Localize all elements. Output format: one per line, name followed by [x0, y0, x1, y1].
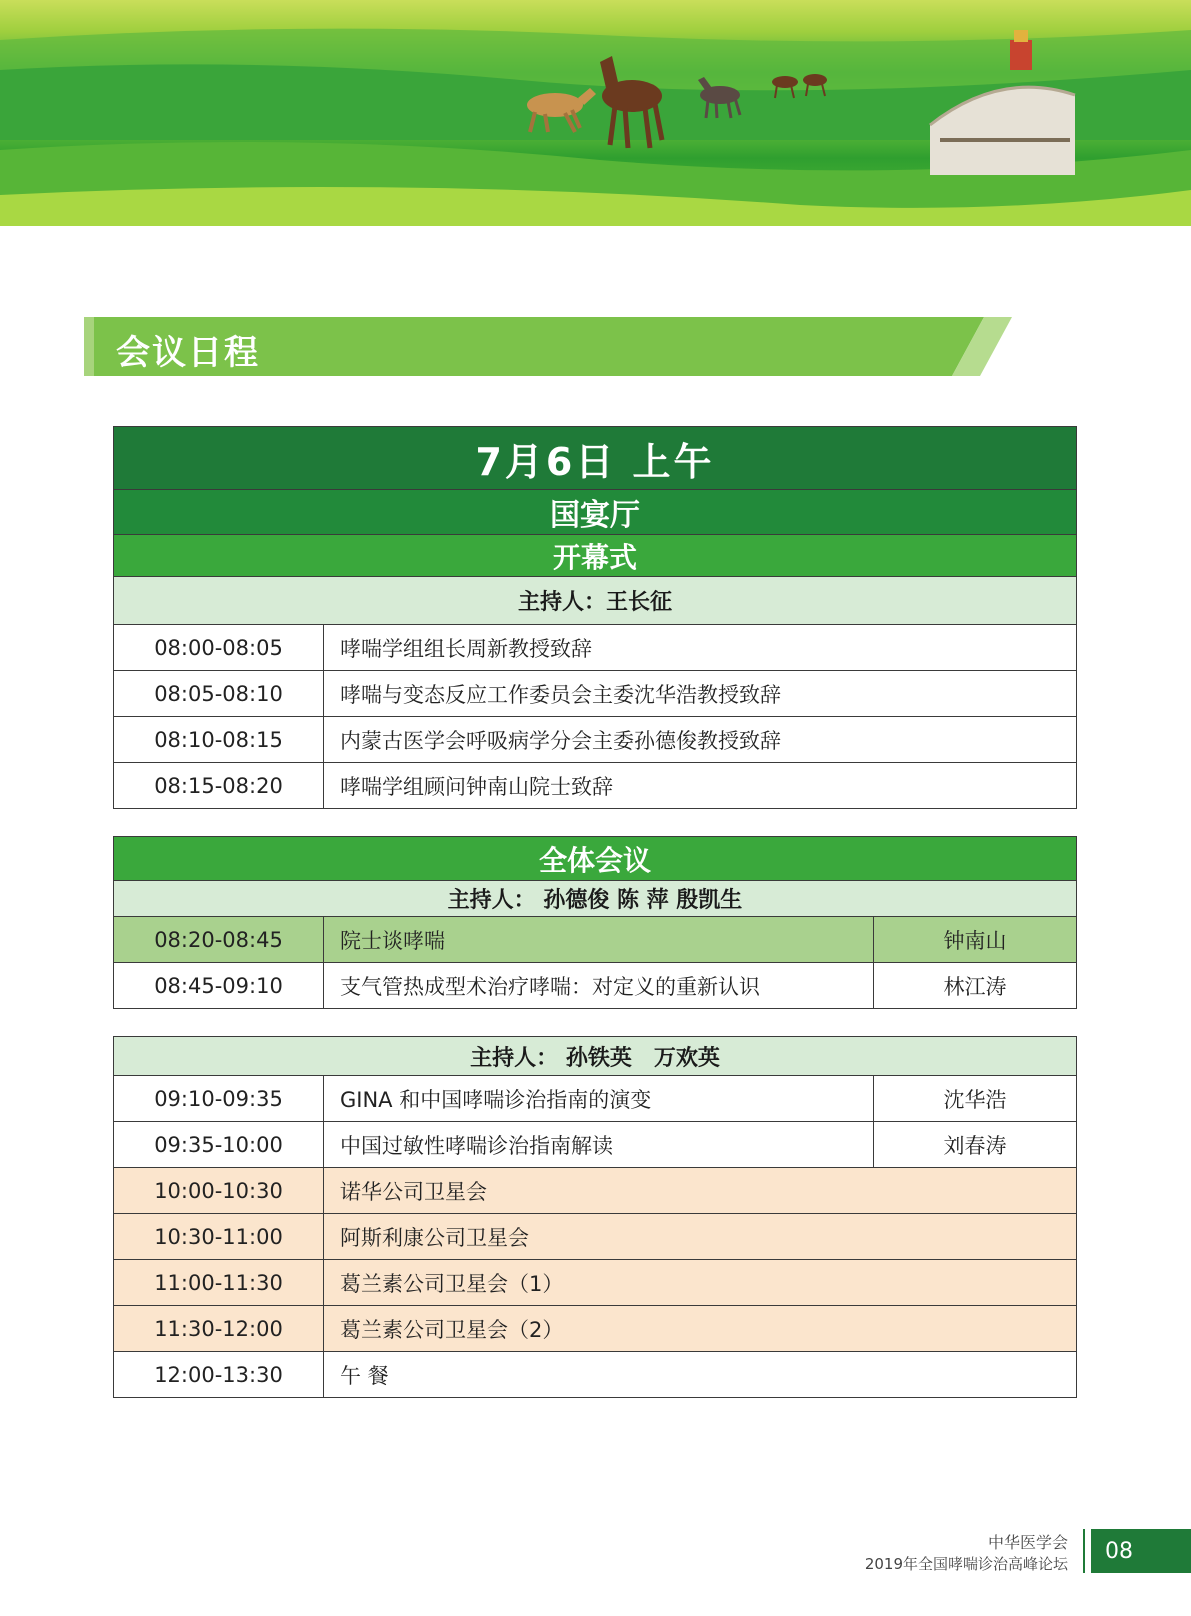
- time-cell: 09:35-10:00: [114, 1122, 324, 1167]
- time-cell: 12:00-13:30: [114, 1352, 324, 1397]
- table-row: [114, 762, 1076, 808]
- time-cell: 09:10-09:35: [114, 1076, 324, 1121]
- schedule-table-plenary: [113, 836, 1077, 1009]
- speaker-cell: 刘春涛: [943, 1133, 1007, 1158]
- header-banner-image: [0, 0, 1191, 226]
- speaker-cell: 林江涛: [943, 974, 1007, 999]
- table-row: [114, 1351, 1076, 1397]
- topic-cell: 午 餐: [340, 1363, 389, 1388]
- section-title: 会议日程: [116, 333, 260, 373]
- section-heading-bar: [84, 317, 1012, 376]
- table-row: [114, 916, 1076, 962]
- time-cell: 08:15-08:20: [114, 763, 324, 808]
- session-header: 全体会议: [114, 837, 1076, 880]
- table-row: [114, 1167, 1076, 1213]
- speaker-cell: 沈华浩: [943, 1087, 1007, 1112]
- topic-cell: 哮喘学组组长周新教授致辞: [340, 636, 592, 661]
- topic-cell: 诺华公司卫星会: [340, 1179, 487, 1204]
- topic-cell: 内蒙古医学会呼吸病学分会主委孙德俊教授致辞: [340, 728, 781, 753]
- schedule-table-opening: [113, 426, 1077, 809]
- table-row: [114, 624, 1076, 670]
- table-row: [114, 1121, 1076, 1167]
- table-row: [114, 1305, 1076, 1351]
- footer-divider: [1083, 1529, 1085, 1573]
- table-row: [114, 962, 1076, 1008]
- time-cell: 08:45-09:10: [114, 963, 324, 1008]
- date-header: 7月6日 上午: [114, 427, 1076, 489]
- time-cell: 11:30-12:00: [114, 1306, 324, 1351]
- table-row: [114, 1213, 1076, 1259]
- time-cell: 08:10-08:15: [114, 717, 324, 762]
- topic-cell: 哮喘与变态反应工作委员会主委沈华浩教授致辞: [340, 682, 781, 707]
- topic-cell: 阿斯利康公司卫星会: [340, 1225, 529, 1250]
- time-cell: 08:20-08:45: [114, 917, 324, 962]
- table-row: [114, 1259, 1076, 1305]
- schedule-table-morning: [113, 1036, 1077, 1398]
- topic-cell: 哮喘学组顾问钟南山院士致辞: [340, 774, 613, 799]
- host-row: 主持人：王长征: [114, 576, 1076, 624]
- time-cell: 08:05-08:10: [114, 671, 324, 716]
- host-row: 主持人： 孙德俊 陈 萍 殷凯生: [114, 880, 1076, 916]
- room-header: 国宴厅: [114, 489, 1076, 534]
- table-row: [114, 670, 1076, 716]
- topic-cell: GINA 和中国哮喘诊治指南的演变: [324, 1076, 874, 1121]
- table-row: [114, 1075, 1076, 1121]
- topic-cell: 院士谈哮喘: [324, 917, 874, 962]
- host-row: 主持人： 孙铁英 万欢英: [114, 1037, 1076, 1075]
- time-cell: 08:00-08:05: [114, 625, 324, 670]
- speaker-cell: 钟南山: [943, 928, 1007, 953]
- time-cell: 10:30-11:00: [114, 1214, 324, 1259]
- time-cell: 10:00-10:30: [114, 1168, 324, 1213]
- time-cell: 11:00-11:30: [114, 1260, 324, 1305]
- table-row: [114, 716, 1076, 762]
- footer-organization: 中华医学会: [987, 1533, 1068, 1552]
- topic-cell: 支气管热成型术治疗哮喘：对定义的重新认识: [324, 963, 874, 1008]
- topic-cell: 中国过敏性哮喘诊治指南解读: [324, 1122, 874, 1167]
- topic-cell: 葛兰素公司卫星会（2）: [340, 1317, 564, 1342]
- page-number: 08: [1091, 1529, 1191, 1573]
- session-header: 开幕式: [114, 534, 1076, 576]
- topic-cell: 葛兰素公司卫星会（1）: [340, 1271, 564, 1296]
- footer-forum-name: 2019年全国哮喘诊治高峰论坛: [864, 1555, 1068, 1573]
